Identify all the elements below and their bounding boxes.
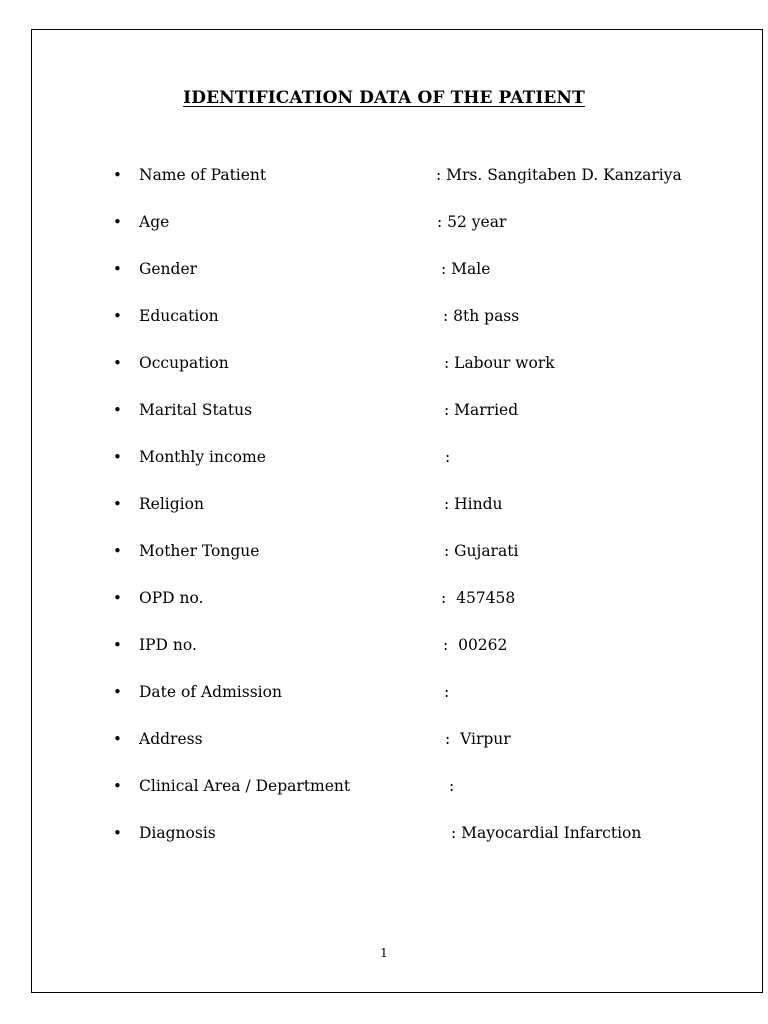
- document-title: IDENTIFICATION DATA OF THE PATIENT: [183, 88, 585, 108]
- field-row-age: [0, 210, 768, 234]
- field-label: Diagnosis: [139, 824, 216, 842]
- field-row-religion: [0, 492, 768, 516]
- field-value: : Mrs. Sangitaben D. Kanzariya: [436, 166, 682, 184]
- field-value: : Virpur: [445, 730, 511, 748]
- page-number: 1: [380, 946, 388, 960]
- field-row-name-of-patient: [0, 163, 768, 187]
- field-label: Age: [139, 213, 170, 231]
- field-label: OPD no.: [139, 589, 204, 607]
- field-row-mother-tongue: [0, 539, 768, 563]
- field-value: : Labour work: [444, 354, 555, 372]
- bullet-icon: •: [113, 166, 122, 184]
- field-label: Occupation: [139, 354, 229, 372]
- field-row-clinical-area-department: [0, 774, 768, 798]
- bullet-icon: •: [113, 495, 122, 513]
- bullet-icon: •: [113, 213, 122, 231]
- field-label: Name of Patient: [139, 166, 267, 184]
- field-label: Mother Tongue: [139, 542, 260, 560]
- field-row-occupation: [0, 351, 768, 375]
- bullet-icon: •: [113, 777, 122, 795]
- field-value: : Male: [441, 260, 491, 278]
- field-row-diagnosis: [0, 821, 768, 845]
- bullet-icon: •: [113, 307, 122, 325]
- field-value: : 00262: [443, 636, 508, 654]
- field-label: Address: [139, 730, 203, 748]
- field-row-address: [0, 727, 768, 751]
- field-label: Gender: [139, 260, 198, 278]
- bullet-icon: •: [113, 824, 122, 842]
- field-label: IPD no.: [139, 636, 197, 654]
- bullet-icon: •: [113, 354, 122, 372]
- bullet-icon: •: [113, 636, 122, 654]
- field-value: : 457458: [441, 589, 516, 607]
- field-row-monthly-income: [0, 445, 768, 469]
- field-row-gender: [0, 257, 768, 281]
- field-value: :: [449, 777, 455, 795]
- field-label: Religion: [139, 495, 204, 513]
- field-row-education: [0, 304, 768, 328]
- field-value: :: [444, 683, 450, 701]
- field-value: : 8th pass: [443, 307, 520, 325]
- field-row-date-of-admission: [0, 680, 768, 704]
- field-row-opd-no: [0, 586, 768, 610]
- bullet-icon: •: [113, 260, 122, 278]
- field-value: : Married: [444, 401, 519, 419]
- field-value: : 52 year: [437, 213, 507, 231]
- bullet-icon: •: [113, 730, 122, 748]
- field-value: : Hindu: [444, 495, 503, 513]
- field-label: Education: [139, 307, 219, 325]
- bullet-icon: •: [113, 401, 122, 419]
- field-label: Marital Status: [139, 401, 253, 419]
- field-label: Clinical Area / Department: [139, 777, 351, 795]
- bullet-icon: •: [113, 589, 122, 607]
- field-row-marital-status: [0, 398, 768, 422]
- field-value: : Mayocardial Infarction: [451, 824, 642, 842]
- bullet-icon: •: [113, 542, 122, 560]
- bullet-icon: •: [113, 683, 122, 701]
- field-value: : Gujarati: [444, 542, 519, 560]
- field-row-ipd-no: [0, 633, 768, 657]
- field-label: Monthly income: [139, 448, 266, 466]
- field-value: :: [445, 448, 451, 466]
- field-label: Date of Admission: [139, 683, 282, 701]
- bullet-icon: •: [113, 448, 122, 466]
